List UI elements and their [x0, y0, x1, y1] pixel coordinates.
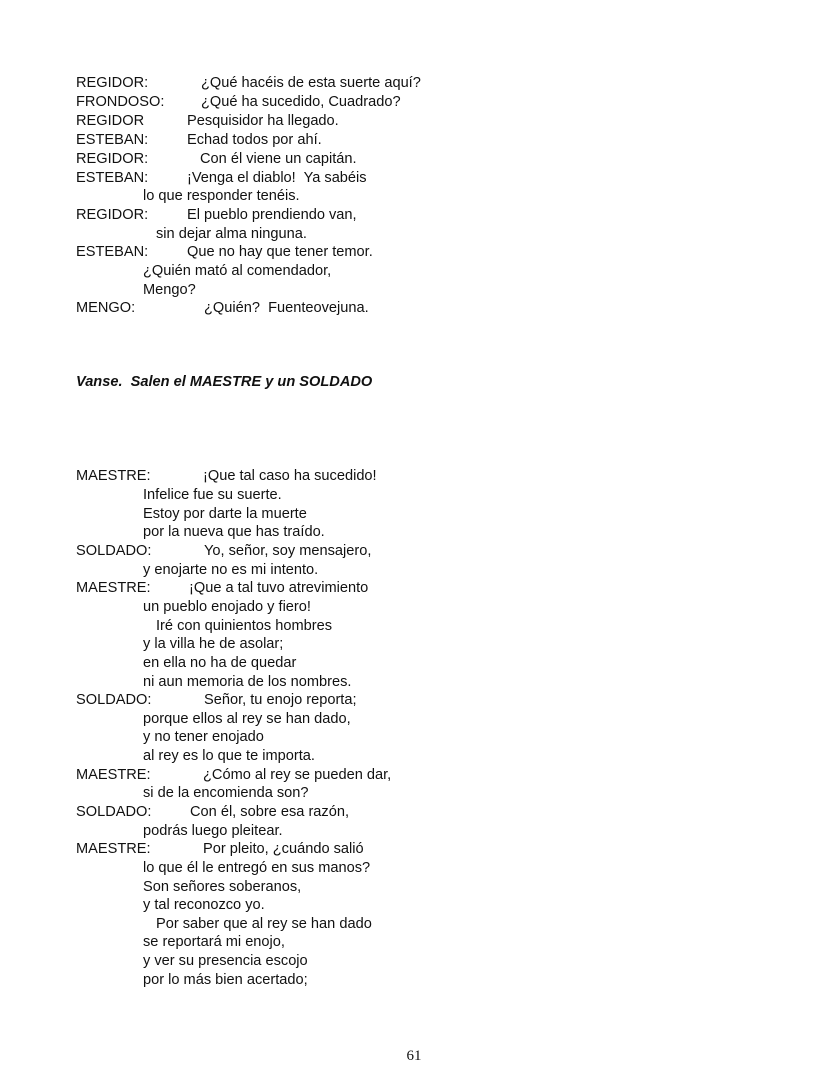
verse-text: ¿Qué ha sucedido, Cuadrado?: [201, 94, 401, 110]
speaker: SOLDADO:: [76, 804, 152, 820]
verse-line: [76, 169, 367, 187]
verse-text: porque ellos al rey se han dado,: [143, 711, 351, 727]
speaker: REGIDOR:: [76, 75, 149, 91]
verse-line: [76, 728, 264, 746]
page-number: 61: [406, 1048, 422, 1064]
verse-text: y ver su presencia escojo: [143, 953, 308, 969]
verse-line: [76, 299, 369, 317]
verse-text: Pesquisidor ha llegado.: [187, 113, 339, 129]
verse-line: [76, 822, 283, 840]
speaker: REGIDOR:: [76, 207, 149, 223]
verse-text: ¿Quién? Fuenteovejuna.: [204, 300, 369, 316]
verse-text: se reportará mi enojo,: [143, 934, 285, 950]
verse-text: El pueblo prendiendo van,: [187, 207, 357, 223]
speaker: ESTEBAN:: [76, 244, 149, 260]
speaker: MAESTRE:: [76, 580, 151, 596]
verse-line: [76, 131, 322, 149]
verse-text: podrás luego pleitear.: [143, 823, 283, 839]
verse-line: [76, 635, 284, 653]
verse-text: Mengo?: [143, 282, 196, 298]
verse-line: [76, 74, 421, 92]
verse-text: si de la encomienda son?: [143, 785, 309, 801]
speaker: MAESTRE:: [76, 468, 151, 484]
verse-line: [76, 243, 373, 261]
verse-text: Echad todos por ahí.: [187, 132, 322, 148]
speaker: SOLDADO:: [76, 692, 152, 708]
speaker: ESTEBAN:: [76, 170, 149, 186]
verse-line: [76, 803, 349, 821]
speaker: SOLDADO:: [76, 543, 152, 559]
verse-text: ¿Qué hacéis de esta suerte aquí?: [201, 75, 421, 91]
verse-text: Iré con quinientos hombres: [156, 618, 333, 634]
verse-text: lo que él le entregó en sus manos?: [143, 860, 371, 876]
verse-text: Infelice fue su suerte.: [143, 487, 282, 503]
stage-direction: Vanse. Salen el MAESTRE y un SOLDADO: [76, 374, 373, 390]
verse-line: [76, 784, 309, 802]
verse-line: [76, 523, 325, 541]
speaker: REGIDOR:: [76, 151, 149, 167]
verse-line: [76, 840, 364, 858]
verse-text: ¡Que tal caso ha sucedido!: [203, 468, 377, 484]
verse-text: y no tener enojado: [143, 729, 264, 745]
verse-line: [76, 542, 372, 560]
verse-line: [76, 486, 282, 504]
verse-text: ni aun memoria de los nombres.: [143, 674, 352, 690]
verse-line: [76, 859, 371, 877]
verse-text: Por pleito, ¿cuándo salió: [203, 841, 364, 857]
verse-text: y la villa he de asolar;: [143, 636, 284, 652]
verse-line: [76, 505, 307, 523]
verse-text: sin dejar alma ninguna.: [156, 226, 307, 242]
verse-line: [76, 747, 315, 765]
verse-line: [76, 766, 392, 784]
verse-line: [76, 262, 332, 280]
verse-line: [76, 710, 351, 728]
verse-line: [76, 878, 302, 896]
verse-text: por la nueva que has traído.: [143, 524, 325, 540]
verse-text: ¿Cómo al rey se pueden dar,: [203, 767, 392, 783]
verse-line: [76, 673, 352, 691]
verse-text: lo que responder tenéis.: [143, 188, 300, 204]
verse-line: [76, 225, 307, 243]
speaker: MENGO:: [76, 300, 136, 316]
verse-line: [76, 467, 377, 485]
verse-line: [76, 952, 308, 970]
verse-line: [76, 579, 369, 597]
verse-line: [76, 150, 357, 168]
verse-line: [76, 933, 285, 951]
verse-line: [76, 617, 333, 635]
verse-text: Estoy por darte la muerte: [143, 506, 307, 522]
verse-line: [76, 187, 300, 205]
verse-text: Con él viene un capitán.: [200, 151, 357, 167]
verse-text: por lo más bien acertado;: [143, 972, 308, 988]
verse-text: ¿Quién mató al comendador,: [143, 263, 332, 279]
verse-text: Son señores soberanos,: [143, 879, 302, 895]
verse-text: al rey es lo que te importa.: [143, 748, 315, 764]
verse-line: [76, 691, 357, 709]
speaker: FRONDOSO:: [76, 94, 165, 110]
verse-text: y tal reconozco yo.: [143, 897, 265, 913]
verse-text: un pueblo enojado y fiero!: [143, 599, 311, 615]
verse-text: Por saber que al rey se han dado: [156, 916, 372, 932]
verse-text: Yo, señor, soy mensajero,: [204, 543, 372, 559]
verse-line: [76, 112, 339, 130]
verse-line: [76, 915, 372, 933]
speaker: MAESTRE:: [76, 767, 151, 783]
verse-text: Que no hay que tener temor.: [187, 244, 373, 260]
verse-line: [76, 206, 357, 224]
verse-text: ¡Que a tal tuvo atrevimiento: [189, 580, 369, 596]
verse-line: [76, 971, 308, 989]
verse-line: [76, 654, 297, 672]
verse-text: Con él, sobre esa razón,: [190, 804, 349, 820]
verse-line: [76, 561, 319, 579]
speaker: ESTEBAN:: [76, 132, 149, 148]
verse-line: [76, 598, 311, 616]
verse-text: y enojarte no es mi intento.: [143, 562, 319, 578]
speaker: REGIDOR: [76, 113, 145, 129]
verse-line: [76, 896, 265, 914]
verse-line: [76, 93, 401, 111]
verse-text: Señor, tu enojo reporta;: [204, 692, 357, 708]
verse-line: [76, 281, 196, 299]
verse-text: ¡Venga el diablo! Ya sabéis: [187, 170, 367, 186]
verse-text: en ella no ha de quedar: [143, 655, 297, 671]
speaker: MAESTRE:: [76, 841, 151, 857]
